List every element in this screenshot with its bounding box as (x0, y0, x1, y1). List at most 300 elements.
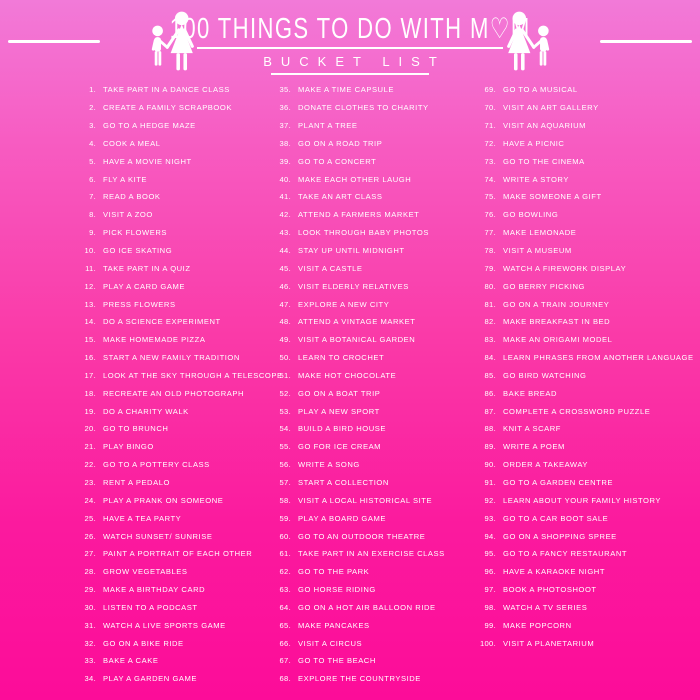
item-label: MAKE SOMEONE A GIFT (503, 192, 602, 202)
list-item (40, 259, 235, 277)
item-label: MAKE HOT CHOCOLATE (298, 370, 397, 380)
item-label: BAKE A CAKE (103, 656, 159, 666)
item-number: 94. (484, 531, 496, 541)
item-label: TAKE PART IN A DANCE CLASS (103, 85, 230, 95)
list-item (440, 135, 694, 153)
item-number: 60. (279, 531, 291, 541)
item-number: 11. (85, 263, 96, 273)
item-label: LOOK AT THE SKY THROUGH A TELESCOPE (103, 370, 283, 380)
item-label: GO TO A MUSICAL (503, 85, 578, 95)
item-number: 50. (279, 353, 291, 363)
list-item (235, 295, 440, 313)
list-item (440, 152, 694, 170)
list-column (40, 81, 283, 694)
item-label: BOOK A PHOTOSHOOT (503, 585, 597, 595)
item-number: 91. (484, 477, 496, 487)
list-item (235, 242, 440, 260)
list-column (235, 81, 445, 694)
item-number: 46. (279, 281, 291, 291)
item-label: GO TO A FANCY RESTAURANT (503, 549, 628, 559)
item-label: BAKE BREAD (503, 388, 558, 398)
list-item (40, 349, 240, 367)
list-item (40, 242, 235, 260)
item-label: TAKE PART IN AN EXERCISE CLASS (298, 549, 445, 559)
list-item (235, 117, 440, 135)
list-item (235, 581, 440, 599)
list-item (40, 135, 235, 153)
item-number: 40. (279, 174, 291, 184)
item-label: MAKE POPCORN (503, 620, 572, 630)
item-number: 63. (279, 585, 291, 595)
item-label: GO TO A GARDEN CENTRE (503, 477, 614, 487)
item-number: 69. (484, 85, 496, 95)
list-item (440, 81, 694, 99)
list-item (40, 224, 235, 242)
list-item (235, 456, 440, 474)
item-number: 4. (89, 138, 96, 148)
item-label: RECREATE AN OLD PHOTOGRAPH (103, 388, 245, 398)
item-label: HAVE A PICNIC (503, 138, 565, 148)
list-item (40, 670, 235, 688)
list-item (40, 527, 235, 545)
item-label: PLAY BINGO (103, 442, 154, 452)
item-number: 86. (484, 388, 496, 398)
list-item (235, 349, 440, 367)
list-item (235, 402, 440, 420)
item-label: GO BERRY PICKING (503, 281, 585, 291)
list-item (40, 456, 235, 474)
list-item (40, 367, 283, 385)
list-item (235, 152, 440, 170)
item-number: 49. (279, 335, 291, 345)
list-item (235, 384, 440, 402)
item-label: MAKE A BIRTHDAY CARD (103, 585, 206, 595)
list-item (40, 652, 235, 670)
title-underline (197, 47, 503, 49)
item-label: DO A CHARITY WALK (103, 406, 189, 416)
item-number: 27. (84, 549, 96, 559)
list-item (40, 509, 235, 527)
list-item (440, 117, 694, 135)
item-number: 51. (279, 370, 291, 380)
title-block (0, 12, 700, 75)
list-item (40, 598, 235, 616)
list-item (440, 188, 694, 206)
list-item (440, 438, 694, 456)
item-label: PLAY A NEW SPORT (298, 406, 380, 416)
list-item (235, 670, 440, 688)
list-item (440, 563, 694, 581)
list-item (235, 634, 440, 652)
list-item (235, 259, 440, 277)
list-item (440, 634, 694, 652)
item-number: 62. (279, 567, 291, 577)
item-number: 43. (279, 228, 291, 238)
list-item (235, 135, 440, 153)
subtitle-underline (271, 73, 429, 75)
item-label: GO TO A CAR BOOT SALE (503, 513, 609, 523)
item-label: VISIT A ZOO (103, 210, 153, 220)
list-item (235, 598, 440, 616)
list-item (40, 206, 235, 224)
item-label: DONATE CLOTHES TO CHARITY (298, 103, 429, 113)
list-item (440, 206, 694, 224)
item-number: 97. (484, 585, 496, 595)
item-number: 70. (484, 103, 496, 113)
item-number: 85. (484, 370, 496, 380)
item-number: 74. (484, 174, 496, 184)
list-item (40, 117, 235, 135)
item-number: 73. (484, 156, 496, 166)
list-item (235, 652, 440, 670)
list-item (235, 616, 440, 634)
list-item (440, 224, 694, 242)
item-label: MAKE A TIME CAPSULE (298, 85, 394, 95)
item-number: 33. (84, 656, 96, 666)
item-number: 14. (84, 317, 96, 327)
item-number: 100. (480, 638, 496, 648)
item-label: VISIT AN AQUARIUM (503, 121, 587, 131)
item-number: 92. (484, 495, 496, 505)
item-label: VISIT A CIRCUS (298, 638, 363, 648)
item-number: 19. (84, 406, 96, 416)
item-number: 55. (279, 442, 291, 452)
item-number: 71. (484, 121, 496, 131)
item-number: 52. (279, 388, 291, 398)
item-label: WRITE A SONG (298, 460, 360, 470)
item-label: WATCH A LIVE SPORTS GAME (103, 620, 226, 630)
item-number: 90. (484, 460, 496, 470)
item-number: 16. (84, 353, 96, 363)
item-label: STAY UP UNTIL MIDNIGHT (298, 246, 405, 256)
item-label: VISIT A BOTANICAL GARDEN (298, 335, 416, 345)
item-label: PLAY A CARD GAME (103, 281, 185, 291)
item-label: GO BIRD WATCHING (503, 370, 587, 380)
item-label: ATTEND A FARMERS MARKET (298, 210, 420, 220)
item-number: 95. (484, 549, 496, 559)
item-number: 6. (89, 174, 96, 184)
item-label: ATTEND A VINTAGE MARKET (298, 317, 416, 327)
item-label: COMPLETE A CROSSWORD PUZZLE (503, 406, 651, 416)
item-label: LEARN PHRASES FROM ANOTHER LANGUAGE (503, 353, 694, 363)
item-label: RENT A PEDALO (103, 477, 170, 487)
list-item (40, 331, 235, 349)
item-label: START A NEW FAMILY TRADITION (103, 353, 240, 363)
item-label: GO TO THE BEACH (298, 656, 376, 666)
item-number: 84. (484, 353, 496, 363)
list-item (40, 384, 245, 402)
item-label: GO ON A BOAT TRIP (298, 388, 381, 398)
item-label: GO ICE SKATING (103, 246, 173, 256)
item-number: 34. (84, 674, 96, 684)
item-number: 7. (89, 192, 96, 202)
item-label: VISIT A MUSEUM (503, 246, 572, 256)
item-number: 89. (484, 442, 496, 452)
list-item (40, 491, 235, 509)
header (0, 0, 700, 82)
item-label: PLAY A PRANK ON SOMEONE (103, 495, 224, 505)
list-item (40, 545, 253, 563)
list-item (440, 295, 694, 313)
item-number: 37. (279, 121, 291, 131)
item-label: HAVE A KARAOKE NIGHT (503, 567, 606, 577)
list-item (40, 581, 235, 599)
item-number: 10. (84, 246, 96, 256)
item-number: 22. (84, 460, 96, 470)
list-item (440, 598, 694, 616)
list-item (235, 563, 440, 581)
list-item (440, 384, 694, 402)
list-item (440, 99, 694, 117)
list-item (40, 563, 235, 581)
list-item (440, 527, 694, 545)
item-number: 25. (84, 513, 96, 523)
item-label: MAKE PANCAKES (298, 620, 370, 630)
item-number: 35. (279, 85, 291, 95)
item-number: 17. (84, 370, 96, 380)
list-item (40, 277, 235, 295)
list-item (40, 420, 235, 438)
list-item (40, 616, 235, 634)
item-number: 28. (84, 567, 96, 577)
list-item (440, 242, 694, 260)
list-item (235, 99, 440, 117)
item-label: HAVE A MOVIE NIGHT (103, 156, 192, 166)
item-number: 44. (279, 246, 291, 256)
item-number: 42. (279, 210, 291, 220)
item-label: GO TO A CONCERT (298, 156, 377, 166)
item-number: 45. (279, 263, 291, 273)
item-number: 9. (89, 228, 96, 238)
item-label: PLAY A BOARD GAME (298, 513, 386, 523)
list-item (235, 170, 440, 188)
list-item (440, 349, 694, 367)
item-label: LEARN TO CROCHET (298, 353, 385, 363)
list-item (440, 456, 694, 474)
item-number: 61. (279, 549, 291, 559)
list-item (440, 402, 694, 420)
item-number: 13. (84, 299, 96, 309)
item-label: PAINT A PORTRAIT OF EACH OTHER (103, 549, 253, 559)
list-item (440, 420, 694, 438)
item-label: VISIT A LOCAL HISTORICAL SITE (298, 495, 433, 505)
list-item (235, 331, 440, 349)
item-number: 82. (484, 317, 496, 327)
item-label: BUILD A BIRD HOUSE (298, 424, 386, 434)
item-label: ORDER A TAKEAWAY (503, 460, 589, 470)
item-number: 30. (84, 602, 96, 612)
item-number: 31. (84, 620, 96, 630)
item-label: LOOK THROUGH BABY PHOTOS (298, 228, 429, 238)
item-label: GO HORSE RIDING (298, 585, 376, 595)
item-label: MAKE BREAKFAST IN BED (503, 317, 611, 327)
item-number: 15. (84, 335, 96, 345)
item-label: DO A SCIENCE EXPERIMENT (103, 317, 221, 327)
poster-subtitle: BUCKET LIST (263, 54, 446, 69)
item-label: MAKE AN ORIGAMI MODEL (503, 335, 613, 345)
item-label: PRESS FLOWERS (103, 299, 176, 309)
item-number: 87. (484, 406, 496, 416)
list-item (40, 81, 235, 99)
item-label: MAKE HOMEMADE PIZZA (103, 335, 206, 345)
list-item (40, 295, 235, 313)
item-number: 18. (84, 388, 96, 398)
item-label: CREATE A FAMILY SCRAPBOOK (103, 103, 232, 113)
list-item (440, 545, 694, 563)
item-label: LEARN ABOUT YOUR FAMILY HISTORY (503, 495, 661, 505)
item-number: 47. (279, 299, 291, 309)
list-item (440, 259, 694, 277)
item-label: READ A BOOK (103, 192, 161, 202)
item-number: 88. (484, 424, 496, 434)
item-number: 99. (484, 620, 496, 630)
item-number: 1. (89, 85, 96, 95)
item-number: 76. (484, 210, 496, 220)
item-number: 81. (484, 299, 496, 309)
item-number: 65. (279, 620, 291, 630)
list-item (235, 420, 440, 438)
item-label: PLAY A GARDEN GAME (103, 674, 198, 684)
item-label: HAVE A TEA PARTY (103, 513, 182, 523)
item-number: 79. (484, 263, 496, 273)
list-item (40, 313, 235, 331)
item-label: MAKE EACH OTHER LAUGH (298, 174, 412, 184)
list-item (40, 438, 235, 456)
list-item (440, 581, 694, 599)
list-item (235, 224, 440, 242)
item-label: TAKE PART IN A QUIZ (103, 263, 191, 273)
item-number: 64. (279, 602, 291, 612)
item-number: 77. (484, 228, 496, 238)
item-number: 5. (89, 156, 96, 166)
item-number: 98. (484, 602, 496, 612)
item-number: 24. (84, 495, 96, 505)
item-number: 58. (279, 495, 291, 505)
list-item (235, 545, 445, 563)
list-item (440, 277, 694, 295)
list-item (235, 367, 440, 385)
item-number: 38. (279, 138, 291, 148)
item-label: GO TO A POTTERY CLASS (103, 460, 210, 470)
list-item (440, 616, 694, 634)
item-number: 41. (279, 192, 291, 202)
item-number: 56. (279, 460, 291, 470)
item-label: GO ON A SHOPPING SPREE (503, 531, 617, 541)
list-item (235, 474, 440, 492)
poster-title: 100 THINGS TO DO WITH M♡M (169, 13, 531, 46)
list-item (440, 367, 694, 385)
item-number: 68. (279, 674, 291, 684)
item-number: 80. (484, 281, 496, 291)
list-item (40, 402, 235, 420)
item-label: GO TO THE CINEMA (503, 156, 585, 166)
list-item (40, 634, 235, 652)
item-number: 93. (484, 513, 496, 523)
item-number: 72. (484, 138, 496, 148)
item-label: GO ON A HOT AIR BALLOON RIDE (298, 602, 436, 612)
item-number: 54. (279, 424, 291, 434)
list-item (235, 206, 440, 224)
item-number: 21. (84, 442, 96, 452)
item-number: 20. (84, 424, 96, 434)
list-item (40, 170, 235, 188)
item-label: GROW VEGETABLES (103, 567, 188, 577)
item-number: 59. (279, 513, 291, 523)
list-item (235, 188, 440, 206)
item-number: 8. (89, 210, 96, 220)
item-label: GO TO BRUNCH (103, 424, 169, 434)
item-label: COOK A MEAL (103, 138, 161, 148)
item-label: PICK FLOWERS (103, 228, 167, 238)
item-label: VISIT ELDERLY RELATIVES (298, 281, 409, 291)
item-label: WATCH A TV SERIES (503, 602, 588, 612)
item-label: TAKE AN ART CLASS (298, 192, 383, 202)
list-item (40, 99, 235, 117)
item-number: 2. (89, 103, 96, 113)
list-column (440, 81, 694, 694)
list-item (235, 527, 440, 545)
item-label: GO ON A ROAD TRIP (298, 138, 383, 148)
item-label: WATCH A FIREWORK DISPLAY (503, 263, 627, 273)
list-item (440, 331, 694, 349)
item-number: 32. (84, 638, 96, 648)
list-item (40, 188, 235, 206)
item-label: GO ON A TRAIN JOURNEY (503, 299, 610, 309)
item-number: 83. (484, 335, 496, 345)
item-label: KNIT A SCARF (503, 424, 561, 434)
item-number: 57. (279, 477, 291, 487)
item-number: 36. (279, 103, 291, 113)
item-number: 67. (279, 656, 291, 666)
list-item (40, 474, 235, 492)
item-number: 53. (279, 406, 291, 416)
list-item (440, 170, 694, 188)
list-item (235, 491, 440, 509)
item-number: 26. (84, 531, 96, 541)
list-item (235, 509, 440, 527)
item-number: 66. (279, 638, 291, 648)
item-label: GO FOR ICE CREAM (298, 442, 382, 452)
item-number: 78. (484, 246, 496, 256)
item-label: GO BOWLING (503, 210, 559, 220)
list-item (235, 313, 440, 331)
list-item (235, 438, 440, 456)
item-label: VISIT A PLANETARIUM (503, 638, 595, 648)
item-label: VISIT AN ART GALLERY (503, 103, 599, 113)
item-label: VISIT A CASTLE (298, 263, 363, 273)
item-number: 29. (84, 585, 96, 595)
item-label: GO ON A BIKE RIDE (103, 638, 184, 648)
item-label: GO TO THE PARK (298, 567, 370, 577)
list-item (235, 81, 440, 99)
item-label: WRITE A STORY (503, 174, 569, 184)
item-number: 75. (484, 192, 496, 202)
list-item (440, 313, 694, 331)
item-number: 96. (484, 567, 496, 577)
item-label: WRITE A POEM (503, 442, 565, 452)
item-label: EXPLORE A NEW CITY (298, 299, 390, 309)
list-item (440, 509, 694, 527)
item-label: LISTEN TO A PODCAST (103, 602, 198, 612)
item-number: 23. (84, 477, 96, 487)
item-number: 3. (89, 121, 96, 131)
item-label: WATCH SUNSET/ SUNRISE (103, 531, 213, 541)
item-label: EXPLORE THE COUNTRYSIDE (298, 674, 421, 684)
item-label: MAKE LEMONADE (503, 228, 577, 238)
item-number: 12. (84, 281, 96, 291)
list-item (40, 152, 235, 170)
item-label: FLY A KITE (103, 174, 148, 184)
